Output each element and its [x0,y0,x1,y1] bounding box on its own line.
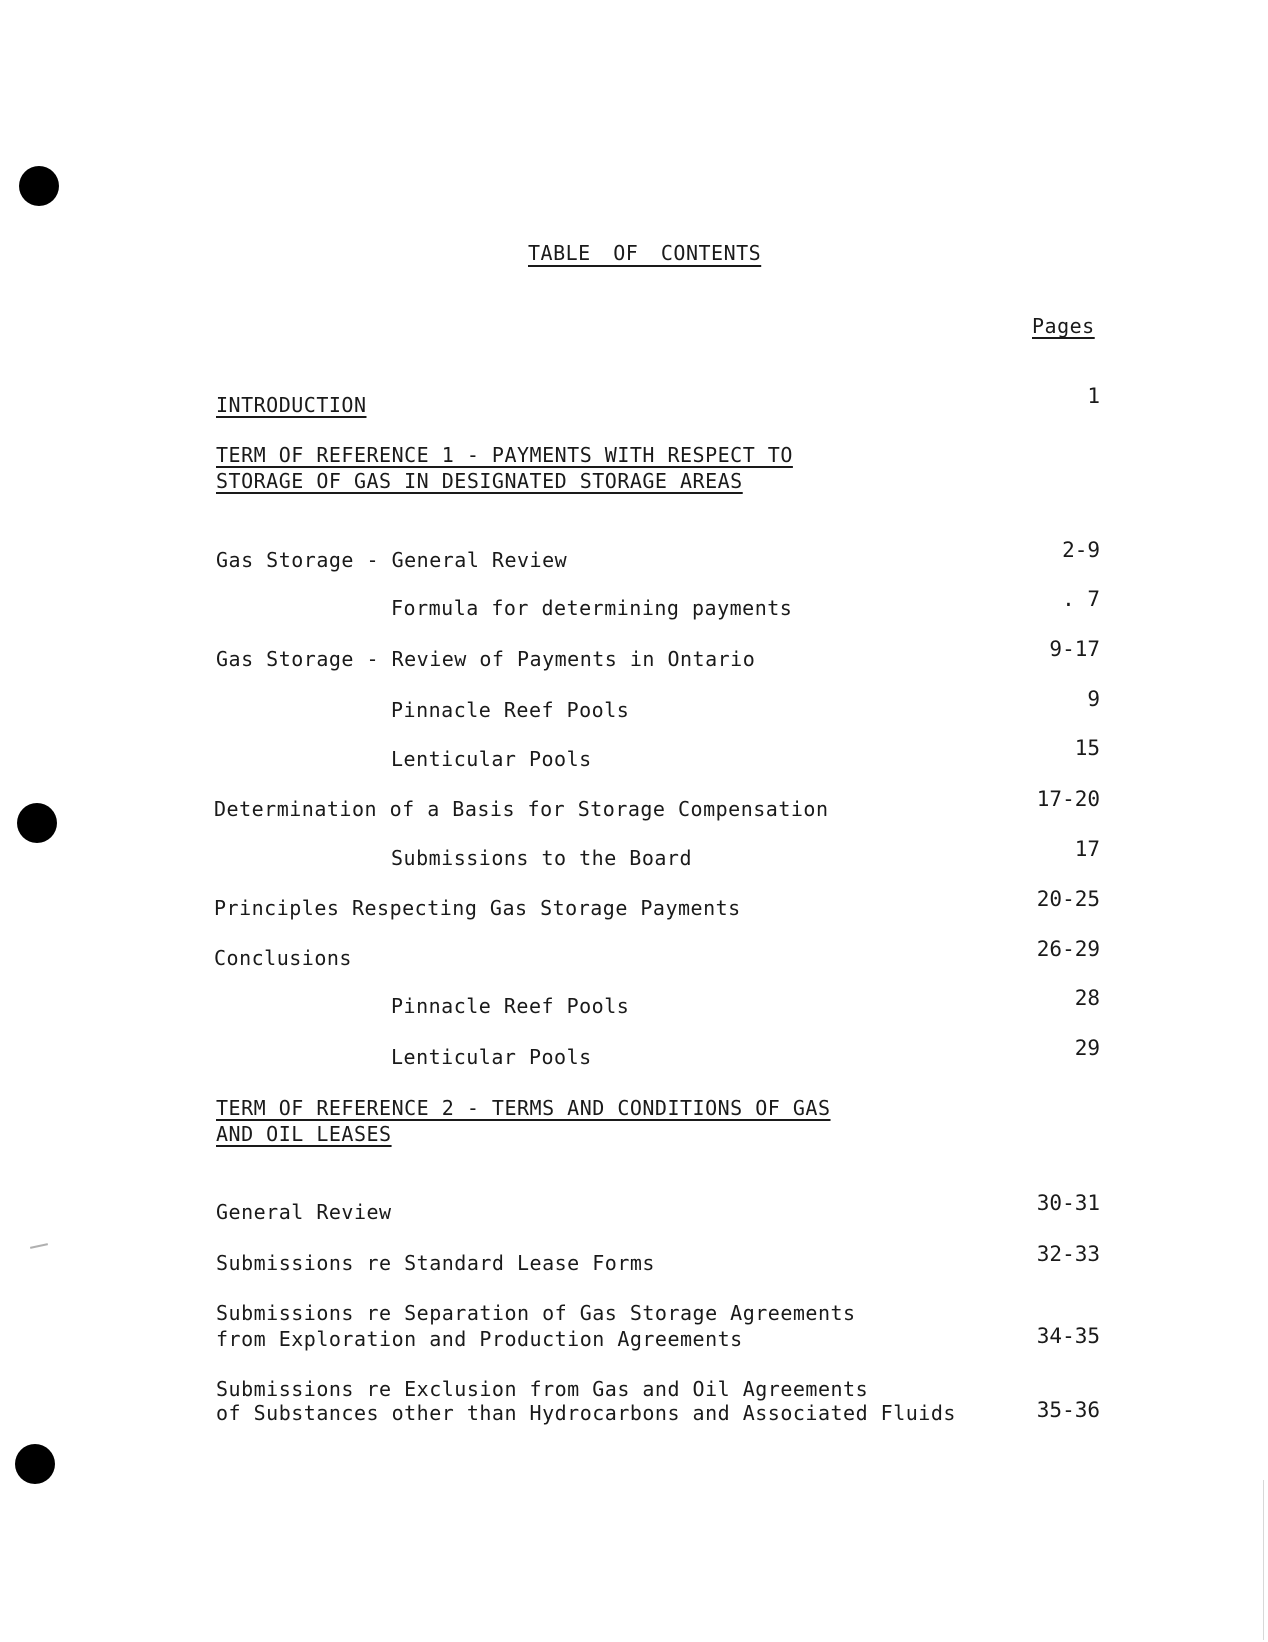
scan-edge [1263,1480,1264,1640]
toc-subentry: Submissions to the Board [391,846,692,870]
toc-page-number: 1 [1087,384,1100,408]
toc-page-number: 26-29 [1036,937,1100,961]
toc-entry: Submissions re Separation of Gas Storage Agreements [216,1301,856,1325]
toc-entry: Determination of a Basis for Storage Compensation [214,797,829,821]
pages-column-header: Pages [1032,314,1095,338]
toc-heading-introduction: INTRODUCTION [216,393,367,417]
toc-subentry: Pinnacle Reef Pools [391,994,630,1018]
toc-subentry: Lenticular Pools [391,747,592,771]
toc-page-number: . 7 [1062,587,1100,611]
toc-subentry: Formula for determining payments [391,596,793,620]
toc-page-number: 35-36 [1036,1398,1100,1422]
punch-hole [19,166,59,206]
toc-page-number: 29 [1074,1036,1100,1060]
punch-hole [15,1444,55,1484]
toc-subentry: Lenticular Pools [391,1045,592,1069]
toc-section-heading: STORAGE OF GAS IN DESIGNATED STORAGE AREAS [216,469,743,493]
toc-entry: Gas Storage - General Review [216,548,568,572]
toc-subentry: Pinnacle Reef Pools [391,698,630,722]
toc-page-number: 9 [1087,687,1100,711]
toc-page-number: 15 [1074,736,1100,760]
toc-entry: Submissions re Exclusion from Gas and Oil Agreements [216,1377,869,1401]
page-title: TABLE OF CONTENTS [528,241,762,265]
toc-page-number: 32-33 [1036,1242,1100,1266]
toc-page-number: 17-20 [1036,787,1100,811]
toc-section-heading: TERM OF REFERENCE 1 - PAYMENTS WITH RESPECT TO [216,443,793,467]
toc-section-heading: TERM OF REFERENCE 2 - TERMS AND CONDITIONS OF GAS [216,1096,831,1120]
toc-page-number: 28 [1074,986,1100,1010]
toc-entry: Gas Storage - Review of Payments in Ontario [216,647,756,671]
toc-entry: Conclusions [214,946,352,970]
toc-section-heading: AND OIL LEASES [216,1122,392,1146]
toc-page-number: 17 [1074,837,1100,861]
toc-page-number: 9-17 [1049,637,1100,661]
toc-entry: Principles Respecting Gas Storage Payments [214,896,741,920]
toc-entry-continuation: of Substances other than Hydrocarbons and Associated Fluids [216,1401,956,1425]
scan-mark [30,1243,48,1249]
toc-page-number: 30-31 [1036,1191,1100,1215]
toc-entry-continuation: from Exploration and Production Agreements [216,1327,743,1351]
toc-page-number: 34-35 [1036,1324,1100,1348]
toc-entry: Submissions re Standard Lease Forms [216,1251,655,1275]
toc-entry: General Review [216,1200,392,1224]
toc-page-number: 2-9 [1062,538,1100,562]
toc-page-number: 20-25 [1036,887,1100,911]
punch-hole [17,803,57,843]
